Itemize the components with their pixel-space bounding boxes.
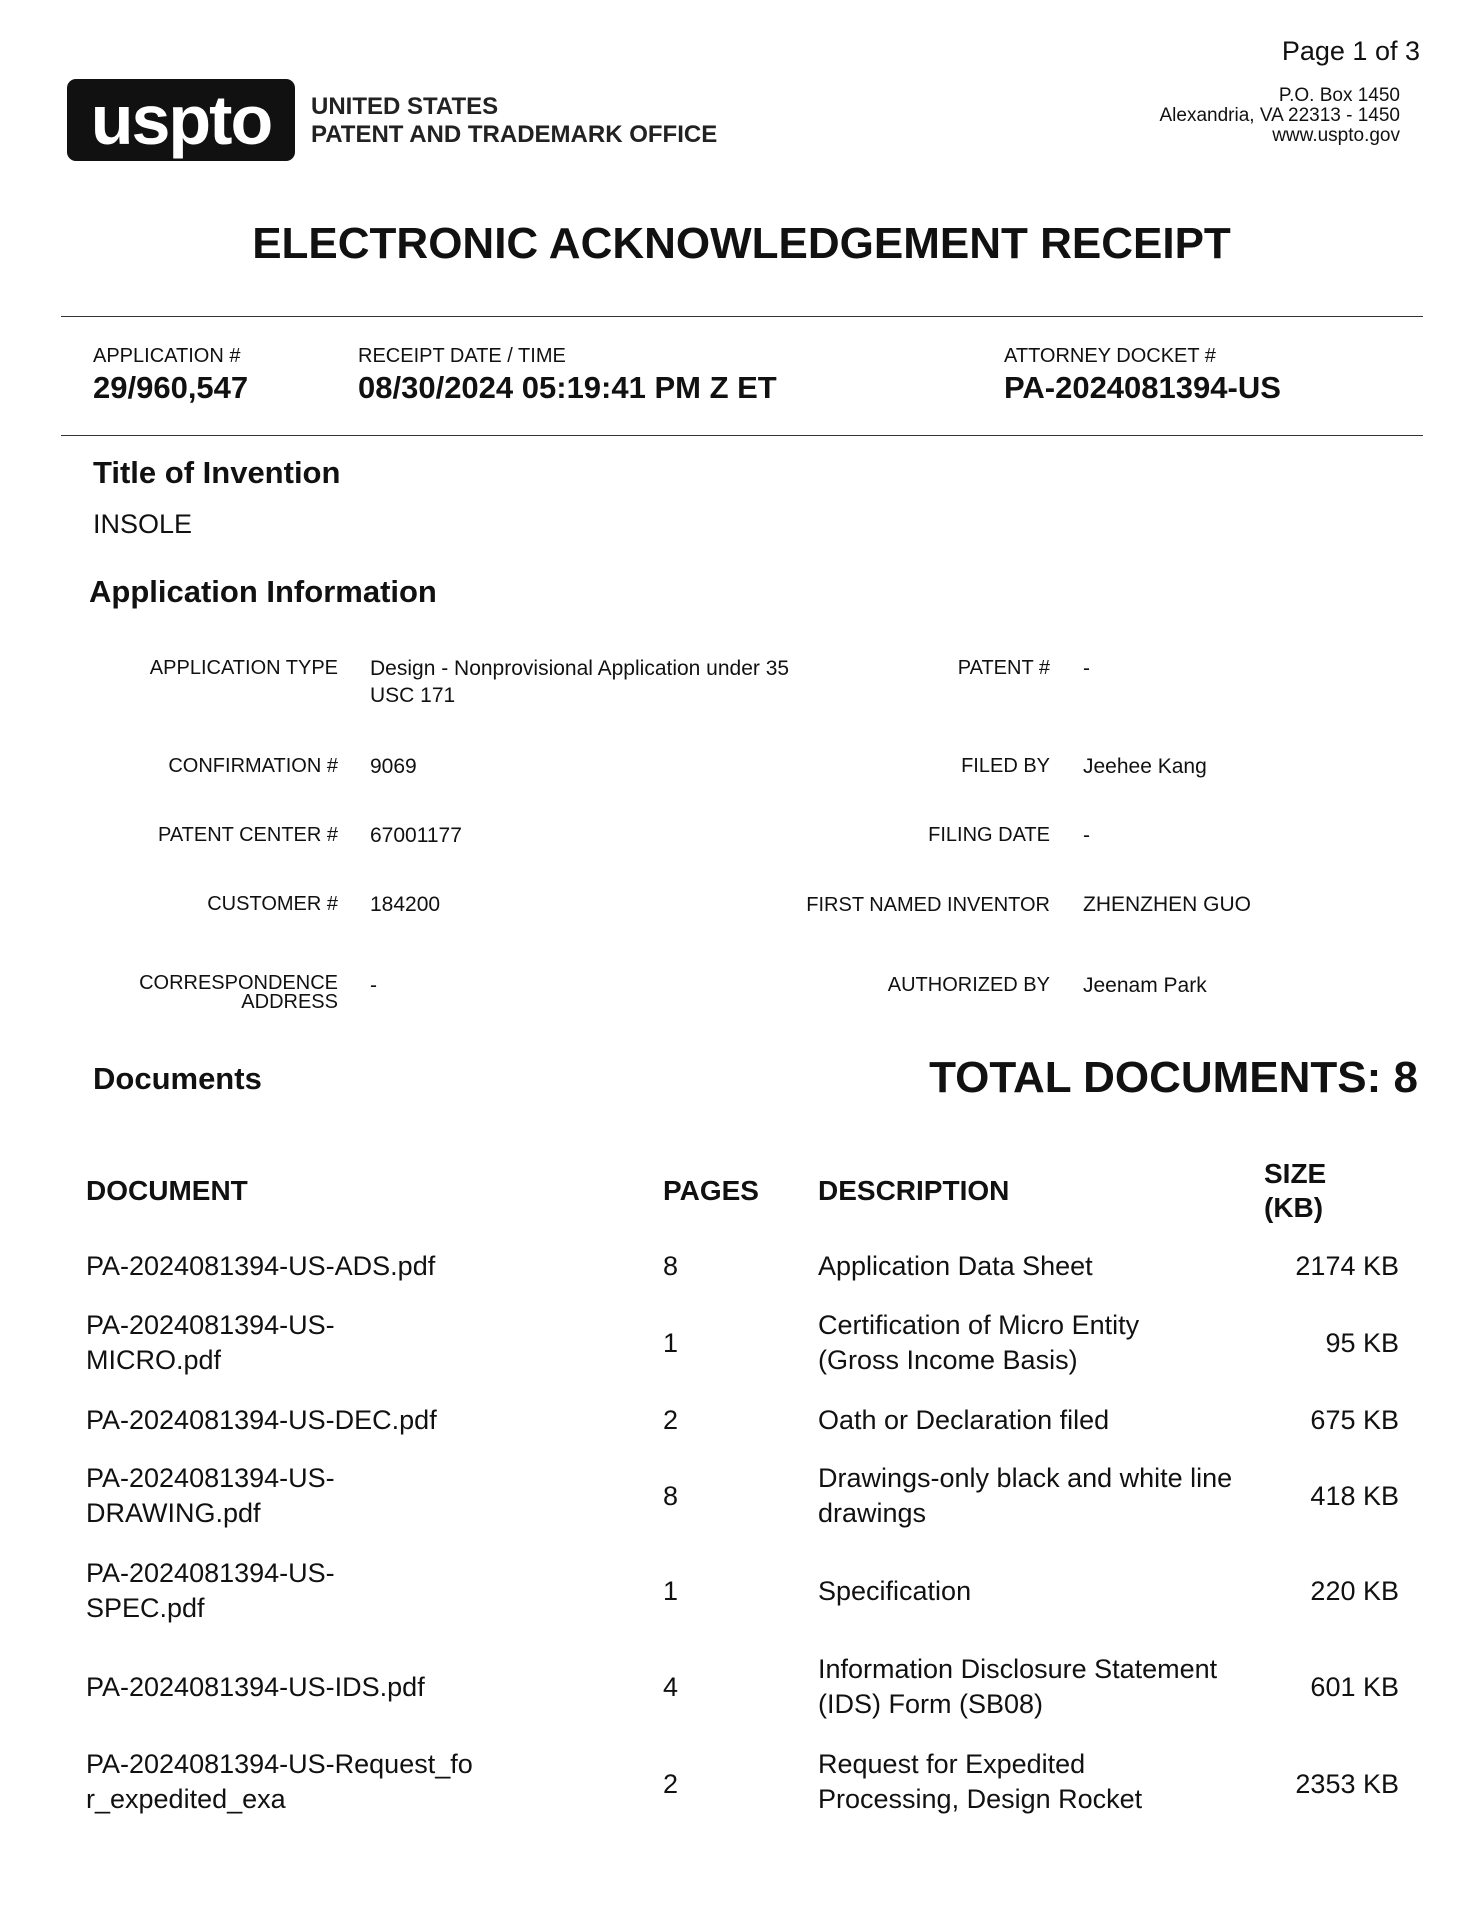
document-pages: 2 [663, 1405, 679, 1435]
confirmation-label: CONFIRMATION # [168, 755, 338, 777]
document-filename: PA-2024081394-US-Request_for_expedited_exa [86, 1749, 473, 1814]
authorized-by-value: Jeenam Park [1083, 974, 1207, 997]
document-size: 2174 KB [1295, 1251, 1399, 1281]
column-header-document: DOCUMENT [86, 1175, 248, 1206]
application-type-label: APPLICATION TYPE [149, 657, 338, 679]
filing-date-value: - [1083, 824, 1090, 847]
page-number: Page 1 of 3 [1281, 36, 1420, 66]
document-title: ELECTRONIC ACKNOWLEDGEMENT RECEIPT [252, 219, 1231, 268]
logo-line-2: PATENT AND TRADEMARK OFFICE [311, 121, 718, 148]
document-description: Certification of Micro Entity (Gross Income Basis) [818, 1310, 1140, 1375]
authorized-by-label: AUTHORIZED BY [887, 974, 1050, 996]
filed-by-label: FILED BY [961, 755, 1050, 777]
receipt-date-value: 08/30/2024 05:19:41 PM Z ET [358, 370, 777, 405]
first-named-inventor-value: ZHENZHEN GUO [1083, 893, 1251, 916]
filed-by-value: Jeehee Kang [1083, 755, 1207, 778]
first-named-inventor-label: FIRST NAMED INVENTOR [806, 894, 1050, 916]
address-line-3: www.uspto.gov [1272, 125, 1400, 146]
column-header-description: DESCRIPTION [818, 1175, 1010, 1206]
application-info-heading: Application Information [89, 574, 437, 609]
customer-value: 184200 [370, 893, 441, 916]
logo-wordmark [311, 93, 717, 149]
invention-title-value: INSOLE [93, 509, 193, 539]
document-pages: 8 [663, 1481, 679, 1511]
document-filename: PA-2024081394-US-IDS.pdf [86, 1672, 425, 1702]
receipt-date-label: RECEIPT DATE / TIME [358, 345, 566, 367]
document-size: 418 KB [1310, 1481, 1399, 1511]
patent-number-value: - [1083, 657, 1090, 680]
document-description: Information Disclosure Statement (IDS) Form (SB08) [818, 1654, 1218, 1719]
document-description: Drawings-only black and white line drawings [818, 1463, 1233, 1528]
application-type-value: Design - Nonprovisional Application under 35 USC 171 [370, 657, 790, 707]
document-size: 95 KB [1325, 1328, 1399, 1358]
document-filename: PA-2024081394-US-DEC.pdf [86, 1405, 437, 1435]
column-header-pages: PAGES [663, 1175, 759, 1206]
patent-number-label: PATENT # [957, 657, 1050, 679]
office-address [1160, 86, 1401, 146]
divider-bottom [61, 435, 1423, 436]
document-pages: 2 [663, 1769, 679, 1799]
divider-top [61, 316, 1423, 317]
document-description: Request for Expedited Processing, Design Rocket [818, 1749, 1143, 1814]
document-filename: PA-2024081394-US-DRAWING.pdf [86, 1463, 335, 1528]
attorney-docket-value: PA-2024081394-US [1004, 370, 1281, 405]
document-pages: 4 [663, 1672, 679, 1702]
document-pages: 1 [663, 1328, 679, 1358]
logo-mark: uspto [90, 81, 272, 159]
address-line-1: P.O. Box 1450 [1278, 85, 1400, 106]
document-description: Oath or Declaration filed [818, 1405, 1110, 1435]
document-pages: 1 [663, 1576, 679, 1606]
document-size: 675 KB [1310, 1405, 1399, 1435]
total-documents: TOTAL DOCUMENTS: 8 [929, 1053, 1418, 1102]
customer-label: CUSTOMER # [207, 893, 338, 915]
document-filename: PA-2024081394-US-ADS.pdf [86, 1251, 436, 1281]
filing-date-label: FILING DATE [928, 824, 1050, 846]
correspondence-address-value: - [370, 974, 377, 997]
document-description: Application Data Sheet [818, 1251, 1093, 1281]
invention-title-heading: Title of Invention [93, 455, 341, 490]
column-header-size: SIZE (KB) [1264, 1158, 1327, 1223]
application-number-label: APPLICATION # [93, 345, 241, 367]
document-filename: PA-2024081394-US-MICRO.pdf [86, 1310, 335, 1375]
correspondence-address-label: CORRESPONDENCE ADDRESS [139, 972, 338, 1013]
patent-center-value: 67001177 [370, 824, 462, 847]
application-number-value: 29/960,547 [93, 370, 249, 405]
document-filename: PA-2024081394-US-SPEC.pdf [86, 1558, 335, 1623]
logo-line-1: UNITED STATES [311, 93, 499, 120]
documents-heading: Documents [93, 1061, 262, 1096]
attorney-docket-label: ATTORNEY DOCKET # [1004, 345, 1216, 367]
document-description: Specification [818, 1576, 972, 1606]
uspto-logo [67, 79, 295, 161]
confirmation-value: 9069 [370, 755, 417, 778]
patent-center-label: PATENT CENTER # [157, 824, 338, 846]
address-line-2: Alexandria, VA 22313 - 1450 [1159, 105, 1400, 126]
document-size: 220 KB [1310, 1576, 1399, 1606]
document-size: 2353 KB [1295, 1769, 1399, 1799]
document-pages: 8 [663, 1251, 679, 1281]
document-size: 601 KB [1310, 1672, 1399, 1702]
